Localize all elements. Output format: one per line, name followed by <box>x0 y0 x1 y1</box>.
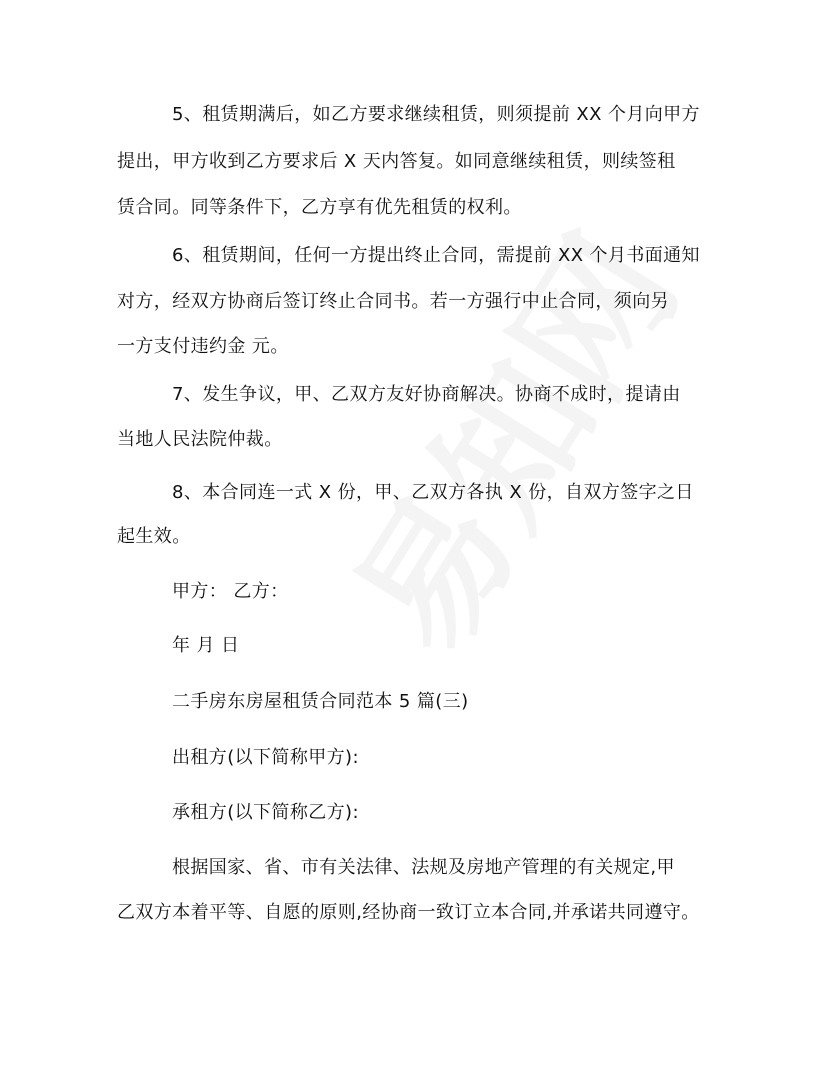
signature-parties: 甲方： 乙方： <box>172 581 289 602</box>
clause-7-line-2: 当地人民法院仲裁。 <box>117 429 283 450</box>
preamble-line-1: 根据国家、省、市有关法律、法规及房地产管理的有关规定,甲 <box>172 857 675 878</box>
clause-6-line-1: 6、租赁期间，任何一方提出终止合同，需提前 XX 个月书面通知 <box>172 245 700 266</box>
preamble-line-2: 乙双方本着平等、自愿的原则,经协商一致订立本合同,并承诺共同遵守。 <box>117 902 700 923</box>
clause-7-line-1: 7、发生争议，甲、乙双方友好协商解决。协商不成时，提请由 <box>172 384 681 405</box>
lessor-line: 出租方(以下简称甲方): <box>172 747 359 768</box>
section-heading: 二手房东房屋租赁合同范本 5 篇(三) <box>172 691 469 712</box>
clause-5-line-3: 赁合同。同等条件下，乙方享有优先租赁的权利。 <box>117 197 522 218</box>
clause-6-line-2: 对方，经双方协商后签订终止合同书。若一方强行中止合同，须向另 <box>117 291 669 312</box>
clause-8-line-1: 8、本合同连一式 X 份，甲、乙双方各执 X 份，自双方签字之日 <box>172 482 694 503</box>
clause-8-line-2: 起生效。 <box>117 526 191 547</box>
clause-6-line-3: 一方支付违约金 元。 <box>117 336 289 357</box>
lessee-line: 承租方(以下简称乙方): <box>172 802 359 823</box>
clause-5-line-1: 5、租赁期满后，如乙方要求继续租赁，则须提前 XX 个月向甲方 <box>172 104 700 125</box>
signature-date: 年 月 日 <box>172 635 240 656</box>
clause-5-line-2: 提出，甲方收到乙方要求后 X 天内答复。如同意继续租赁，则续签租 <box>117 151 676 172</box>
